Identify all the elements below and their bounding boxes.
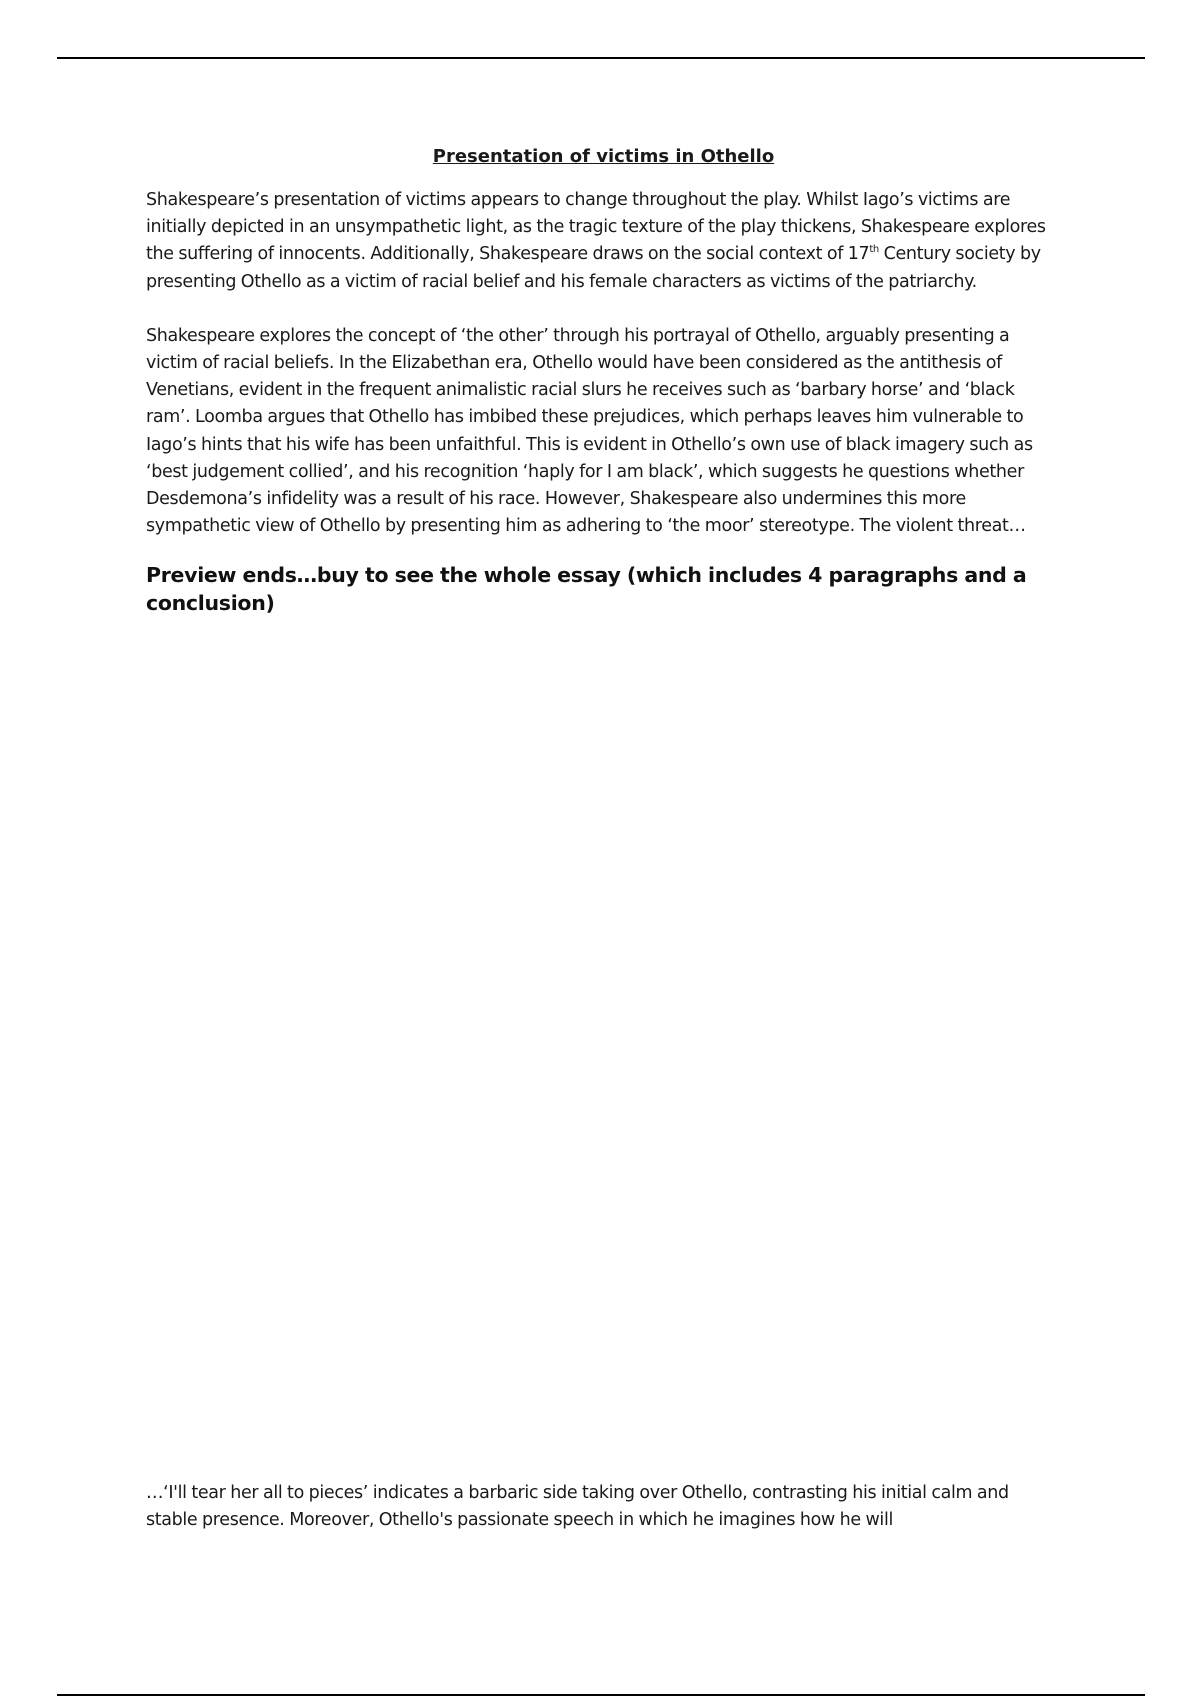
paragraph-othello-other: Shakespeare explores the concept of ‘the other’ through his portrayal of Othello, arguably presenting a victim of racial beliefs. In the Elizabethan era, Othello would have been considered as the antithesis of Venetians, evident in the frequent animalistic racial slurs he receives such as ‘barbary horse’ and ‘black ram’. Loomba argues that Othello has imbibed these prejudices, which perhaps leaves him vulnerable to Iago’s hints that his wife has been unfaithful. This is evident in Othello’s own use of black imagery such as ‘best judgement collied’, and his recognition ‘haply for I am black’, which suggests he questions whether Desdemona’s infidelity was a result of his race. However, Shakespeare also undermines this more sympathetic view of Othello by presenting him as adhering to ‘the moor’ stereotype. The violent threat…: [146, 325, 1033, 537]
paragraph-intro-text-a: Shakespeare’s presentation of victims appears to change throughout the play. Whilst Iago’s victims are initially depicted in an unsympathetic light, as the tragic texture of the play thickens, Shakespeare explores the suffering of innocents. Additionally, Shakespeare draws on the social context of 17: [146, 190, 1046, 265]
top-rule: [57, 57, 1145, 59]
paragraph-intro: [146, 187, 1061, 296]
document-title: Presentation of victims in Othello: [432, 146, 775, 167]
paragraph-intro-text-b: Century society by presenting Othello as a victim of racial belief and his female characters as victims of the patriarchy.: [146, 244, 1041, 292]
bottom-rule: [57, 1694, 1145, 1696]
preview-ends-notice: Preview ends…buy to see the whole essay (which includes 4 paragraphs and a conclusion): [146, 563, 1027, 616]
document-body: [146, 145, 1061, 617]
paragraph-tail: …‘I'll tear her all to pieces’ indicates a barbaric side taking over Othello, contrasting his initial calm and stable presence. Moreover, Othello's passionate speech in which he imagines how he will: [146, 1483, 1009, 1531]
ordinal-superscript: th: [869, 244, 879, 256]
